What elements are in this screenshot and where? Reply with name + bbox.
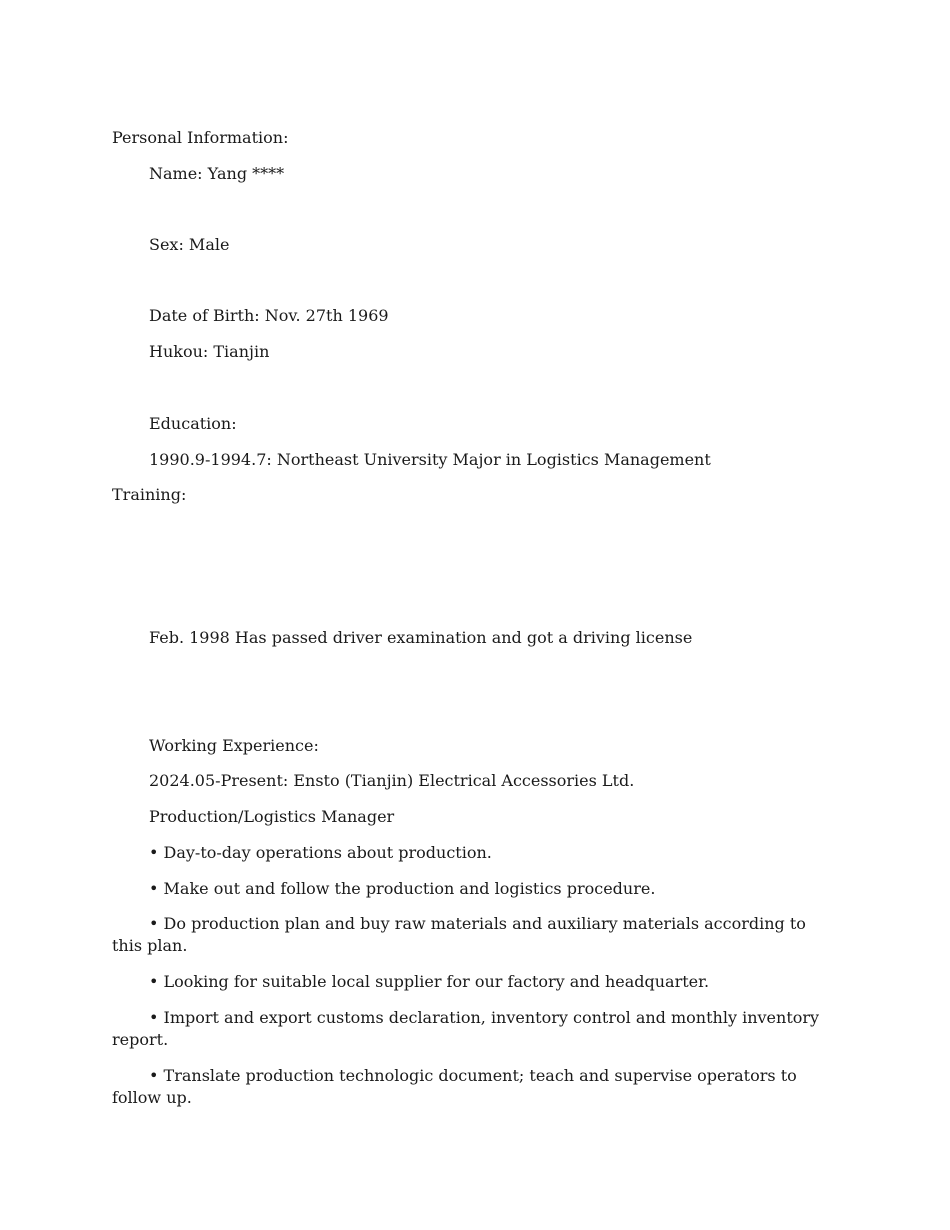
education-entry: 1990.9-1994.7: Northeast University Major in Logistics Management xyxy=(149,450,711,469)
position-title: Production/Logistics Manager xyxy=(149,807,395,826)
company-entry: 2024.05-Present: Ensto (Tianjin) Electrical Accessories Ltd. xyxy=(149,771,635,790)
education-heading: Education: xyxy=(149,414,237,433)
duty-item: • Looking for suitable local supplier for our factory and headquarter. xyxy=(149,972,710,991)
duty-item: • Day-to-day operations about production. xyxy=(149,843,492,862)
name-field: Name: Yang **** xyxy=(149,164,285,183)
duty-item: • Do production plan and buy raw materials and auxiliary materials according to this plan. xyxy=(112,914,806,955)
working-experience-heading: Working Experience: xyxy=(149,736,319,755)
date-of-birth-field: Date of Birth: Nov. 27th 1969 xyxy=(149,306,389,325)
personal-information-heading: Personal Information: xyxy=(112,128,289,147)
duty-item: • Make out and follow the production and logistics procedure. xyxy=(149,879,656,898)
duty-item: • Translate production technologic document; teach and supervise operators to follow up. xyxy=(112,1066,797,1107)
sex-field: Sex: Male xyxy=(149,235,230,254)
training-entry: Feb. 1998 Has passed driver examination and got a driving license xyxy=(149,628,693,647)
training-heading: Training: xyxy=(112,485,187,504)
hukou-field: Hukou: Tianjin xyxy=(149,342,270,361)
duty-item: • Import and export customs declaration, inventory control and monthly inventory report. xyxy=(112,1008,820,1049)
